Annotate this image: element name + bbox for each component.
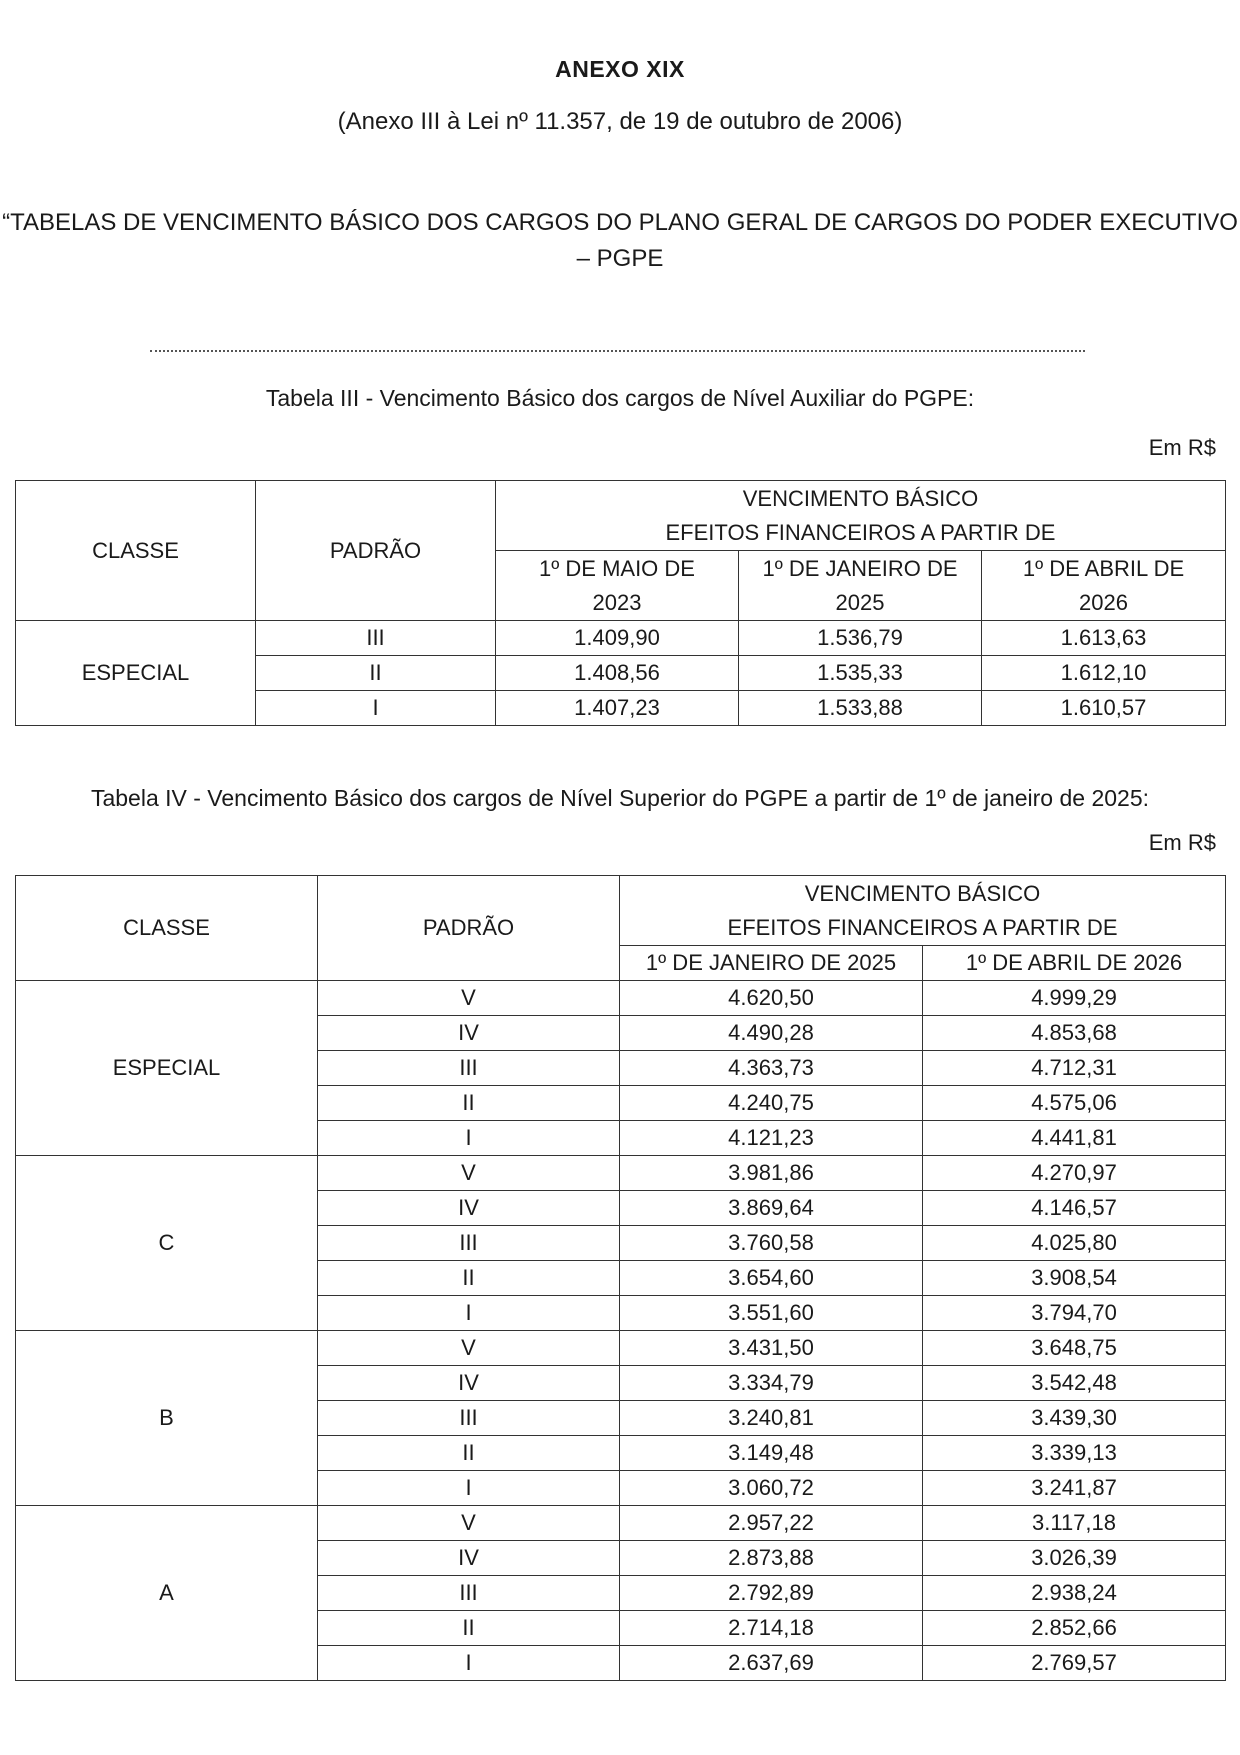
table-iii-header-classe: CLASSE (16, 481, 256, 621)
main-heading (0, 205, 1240, 277)
class-cell: A (16, 1506, 318, 1681)
value-cell: 3.981,86 (620, 1156, 923, 1191)
padrao-cell: II (318, 1086, 620, 1121)
value-cell: 3.241,87 (923, 1471, 1226, 1506)
padrao-cell: IV (318, 1191, 620, 1226)
date-year: 2023 (592, 589, 642, 615)
date-year: 2026 (1079, 589, 1128, 615)
value-cell: 4.490,28 (620, 1016, 923, 1051)
value-cell: 3.060,72 (620, 1471, 923, 1506)
date-year: 2025 (835, 589, 885, 615)
table-iii-date-1 (496, 551, 739, 621)
table-iii-date-3 (982, 551, 1226, 621)
annex-title: ANEXO XIX (555, 56, 685, 82)
table-iv-unit: Em R$ (1148, 830, 1216, 855)
padrao-cell: I (318, 1121, 620, 1156)
main-heading-line-2: – PGPE (576, 245, 664, 272)
value-cell: 3.240,81 (620, 1401, 923, 1436)
table-row (16, 621, 1226, 656)
value-cell: 3.654,60 (620, 1261, 923, 1296)
value-cell: 3.026,39 (923, 1541, 1226, 1576)
value-cell: 4.999,29 (923, 981, 1226, 1016)
annex-subtitle: (Anexo III à Lei nº 11.357, de 19 de outubro de 2006) (337, 108, 903, 135)
value-cell: 2.792,89 (620, 1576, 923, 1611)
padrao-cell: II (318, 1611, 620, 1646)
padrao-cell: IV (318, 1366, 620, 1401)
class-cell: ESPECIAL (16, 981, 318, 1156)
padrao-cell: I (318, 1296, 620, 1331)
padrao-cell: III (318, 1401, 620, 1436)
table-iv-date-2: 1º DE ABRIL DE 2026 (923, 946, 1226, 981)
padrao-cell: II (318, 1261, 620, 1296)
value-cell: 1.409,90 (496, 621, 739, 656)
table-iv (15, 875, 1226, 1681)
value-cell: 4.270,97 (923, 1156, 1226, 1191)
padrao-cell: I (256, 691, 496, 726)
table-iii-group-line-2: EFEITOS FINANCEIROS A PARTIR DE (665, 519, 1056, 545)
table-iv-date-1: 1º DE JANEIRO DE 2025 (620, 946, 923, 981)
padrao-cell: V (318, 1156, 620, 1191)
value-cell: 1.536,79 (739, 621, 982, 656)
padrao-cell: III (318, 1576, 620, 1611)
padrao-cell: II (318, 1436, 620, 1471)
padrao-cell: V (318, 981, 620, 1016)
table-iii-group-line-1: VENCIMENTO BÁSICO (742, 485, 979, 511)
padrao-cell: III (256, 621, 496, 656)
value-cell: 2.769,57 (923, 1646, 1226, 1681)
value-cell: 1.407,23 (496, 691, 739, 726)
table-iv-group-line-2: EFEITOS FINANCEIROS A PARTIR DE (727, 914, 1118, 940)
padrao-cell: II (256, 656, 496, 691)
dotted-separator (150, 350, 1085, 352)
date-line: 1º DE ABRIL DE (1022, 555, 1185, 581)
table-iii-header-padrao: PADRÃO (256, 481, 496, 621)
value-cell: 4.853,68 (923, 1016, 1226, 1051)
value-cell: 2.873,88 (620, 1541, 923, 1576)
value-cell: 4.441,81 (923, 1121, 1226, 1156)
value-cell: 3.439,30 (923, 1401, 1226, 1436)
padrao-cell: IV (318, 1016, 620, 1051)
padrao-cell: I (318, 1646, 620, 1681)
value-cell: 4.620,50 (620, 981, 923, 1016)
value-cell: 3.542,48 (923, 1366, 1226, 1401)
value-cell: 1.535,33 (739, 656, 982, 691)
value-cell: 4.363,73 (620, 1051, 923, 1086)
table-iv-header-classe: CLASSE (16, 876, 318, 981)
value-cell: 3.908,54 (923, 1261, 1226, 1296)
padrao-cell: III (318, 1051, 620, 1086)
value-cell: 4.575,06 (923, 1086, 1226, 1121)
value-cell: 4.240,75 (620, 1086, 923, 1121)
value-cell: 1.613,63 (982, 621, 1226, 656)
table-iii-header-group (496, 481, 1226, 551)
table-iv-header-padrao: PADRÃO (318, 876, 620, 981)
value-cell: 4.025,80 (923, 1226, 1226, 1261)
padrao-cell: V (318, 1506, 620, 1541)
value-cell: 3.339,13 (923, 1436, 1226, 1471)
value-cell: 3.794,70 (923, 1296, 1226, 1331)
value-cell: 4.712,31 (923, 1051, 1226, 1086)
value-cell: 2.714,18 (620, 1611, 923, 1646)
date-line: 1º DE JANEIRO DE (762, 555, 958, 581)
value-cell: 3.149,48 (620, 1436, 923, 1471)
padrao-cell: V (318, 1331, 620, 1366)
table-row (16, 1156, 1226, 1191)
padrao-cell: IV (318, 1541, 620, 1576)
value-cell: 2.637,69 (620, 1646, 923, 1681)
padrao-cell: I (318, 1471, 620, 1506)
class-cell: ESPECIAL (16, 621, 256, 726)
value-cell: 3.551,60 (620, 1296, 923, 1331)
class-cell: C (16, 1156, 318, 1331)
value-cell: 1.533,88 (739, 691, 982, 726)
table-iii-date-2 (739, 551, 982, 621)
table-iii (15, 480, 1226, 726)
value-cell: 3.431,50 (620, 1331, 923, 1366)
value-cell: 3.760,58 (620, 1226, 923, 1261)
class-cell: B (16, 1331, 318, 1506)
table-iii-unit: Em R$ (1148, 435, 1216, 460)
table-iv-group-line-1: VENCIMENTO BÁSICO (804, 880, 1041, 906)
padrao-cell: III (318, 1226, 620, 1261)
table-iv-header-group (620, 876, 1226, 946)
value-cell: 3.334,79 (620, 1366, 923, 1401)
value-cell: 2.938,24 (923, 1576, 1226, 1611)
value-cell: 1.610,57 (982, 691, 1226, 726)
table-row (16, 1331, 1226, 1366)
date-line: 1º DE MAIO DE (539, 555, 695, 581)
value-cell: 1.612,10 (982, 656, 1226, 691)
value-cell: 2.852,66 (923, 1611, 1226, 1646)
value-cell: 3.117,18 (923, 1506, 1226, 1541)
table-row (16, 981, 1226, 1016)
value-cell: 3.869,64 (620, 1191, 923, 1226)
value-cell: 3.648,75 (923, 1331, 1226, 1366)
value-cell: 4.121,23 (620, 1121, 923, 1156)
main-heading-line-1: “TABELAS DE VENCIMENTO BÁSICO DOS CARGOS DO PLANO GERAL DE CARGOS DO PODER EXECUTIVO (2, 209, 1238, 236)
value-cell: 4.146,57 (923, 1191, 1226, 1226)
value-cell: 1.408,56 (496, 656, 739, 691)
table-row (16, 1506, 1226, 1541)
value-cell: 2.957,22 (620, 1506, 923, 1541)
table-iv-caption: Tabela IV - Vencimento Básico dos cargos de Nível Superior do PGPE a partir de 1º de janeiro de 2025: (90, 785, 1150, 811)
table-iii-caption: Tabela III - Vencimento Básico dos cargos de Nível Auxiliar do PGPE: (265, 385, 975, 411)
